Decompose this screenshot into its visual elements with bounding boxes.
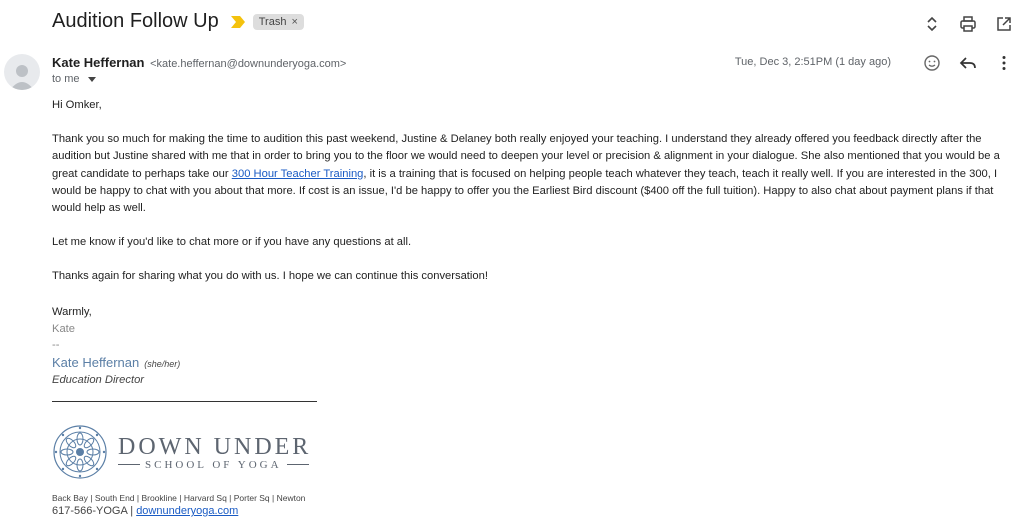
- close-icon[interactable]: ×: [291, 15, 298, 28]
- reply-icon[interactable]: [958, 53, 978, 73]
- emoji-react-icon[interactable]: [922, 53, 942, 73]
- logo-wordmark: [118, 434, 311, 471]
- recipient-text: to me: [52, 73, 80, 85]
- importance-marker-icon[interactable]: [231, 16, 245, 28]
- website-link[interactable]: downunderyoga.com: [136, 505, 239, 517]
- chevron-down-icon[interactable]: [88, 77, 96, 82]
- recipient-line: [52, 73, 96, 85]
- logo-rule-left: [118, 464, 140, 465]
- greeting: Hi Omker,: [52, 99, 102, 111]
- message-actions: [922, 53, 1014, 73]
- contact-line: [52, 505, 238, 517]
- more-vertical-icon[interactable]: [994, 53, 1014, 73]
- paragraph-1-text-b: , it is a training that is focused on helping people teach whatever they teach, teach it really well. If you are interested in the 300, I would be happy to chat with you about that more. If cost is an issue, I'd be happy to offer you the Earliest Bird discount ($400 off the full tuition). Happy to also chat about payment plans if that would help as well.: [52, 167, 998, 215]
- school-locations: Back Bay | South End | Brookline | Harvard Sq | Porter Sq | Newton: [52, 493, 306, 503]
- signature-divider: [52, 401, 317, 402]
- expand-collapse-icon[interactable]: [922, 14, 942, 34]
- signature-title: Education Director: [52, 374, 145, 386]
- signature-name-row: [52, 355, 180, 370]
- logo-rule-right: [287, 464, 309, 465]
- default-avatar-icon: [7, 60, 37, 90]
- paragraph-2: Let me know if you'd like to chat more or if you have any questions at all.: [52, 236, 412, 249]
- logo-main-text: DOWN UNDER: [118, 433, 312, 460]
- phone-number: 617-566-YOGA |: [52, 505, 137, 517]
- subject-header: [52, 10, 304, 33]
- closing: Warmly,: [52, 306, 92, 318]
- paragraph-1: [52, 131, 1017, 217]
- message-body: [52, 97, 1017, 303]
- signature-pronouns: (she/her): [144, 359, 181, 369]
- label-chip-text: Trash: [258, 15, 287, 28]
- sender-name[interactable]: Kate Heffernan: [52, 55, 145, 70]
- mandala-logo-icon: [52, 424, 108, 480]
- school-logo: [52, 424, 311, 480]
- logo-subtitle: SCHOOL OF YOGA: [145, 458, 282, 471]
- thread-actions: [922, 14, 1014, 34]
- paragraph-3: Thanks again for sharing what you do with us. I hope we can continue this conversation!: [52, 270, 488, 283]
- message-date: Tue, Dec 3, 2:51PM (1 day ago): [734, 56, 891, 68]
- teacher-training-link[interactable]: 300 Hour Teacher Training: [231, 167, 364, 180]
- signoff: [52, 304, 92, 354]
- sender-line: [52, 55, 346, 70]
- paragraph-1-text-a: Thank you so much for making the time to audition this past weekend, Justine & Delaney both really enjoyed your teaching. I understand they already offered you feedback directly after the audition but Justine shared with me that in order to bring you to the floor we would need to deepen your level or precision & alignment in your dialogue. She also mentioned that you would be a great candidate to perhaps take our: [52, 133, 1000, 180]
- signature-name: Kate Heffernan: [52, 355, 140, 370]
- signer-first-name: Kate: [52, 322, 76, 335]
- avatar[interactable]: [4, 54, 40, 90]
- label-chip-trash[interactable]: [253, 14, 304, 30]
- sender-email: <kate.heffernan@downunderyoga.com>: [150, 58, 347, 70]
- signature-separator: --: [52, 339, 60, 351]
- print-icon[interactable]: [958, 14, 978, 34]
- open-in-new-window-icon[interactable]: [994, 14, 1014, 34]
- email-subject: Audition Follow Up: [52, 10, 219, 32]
